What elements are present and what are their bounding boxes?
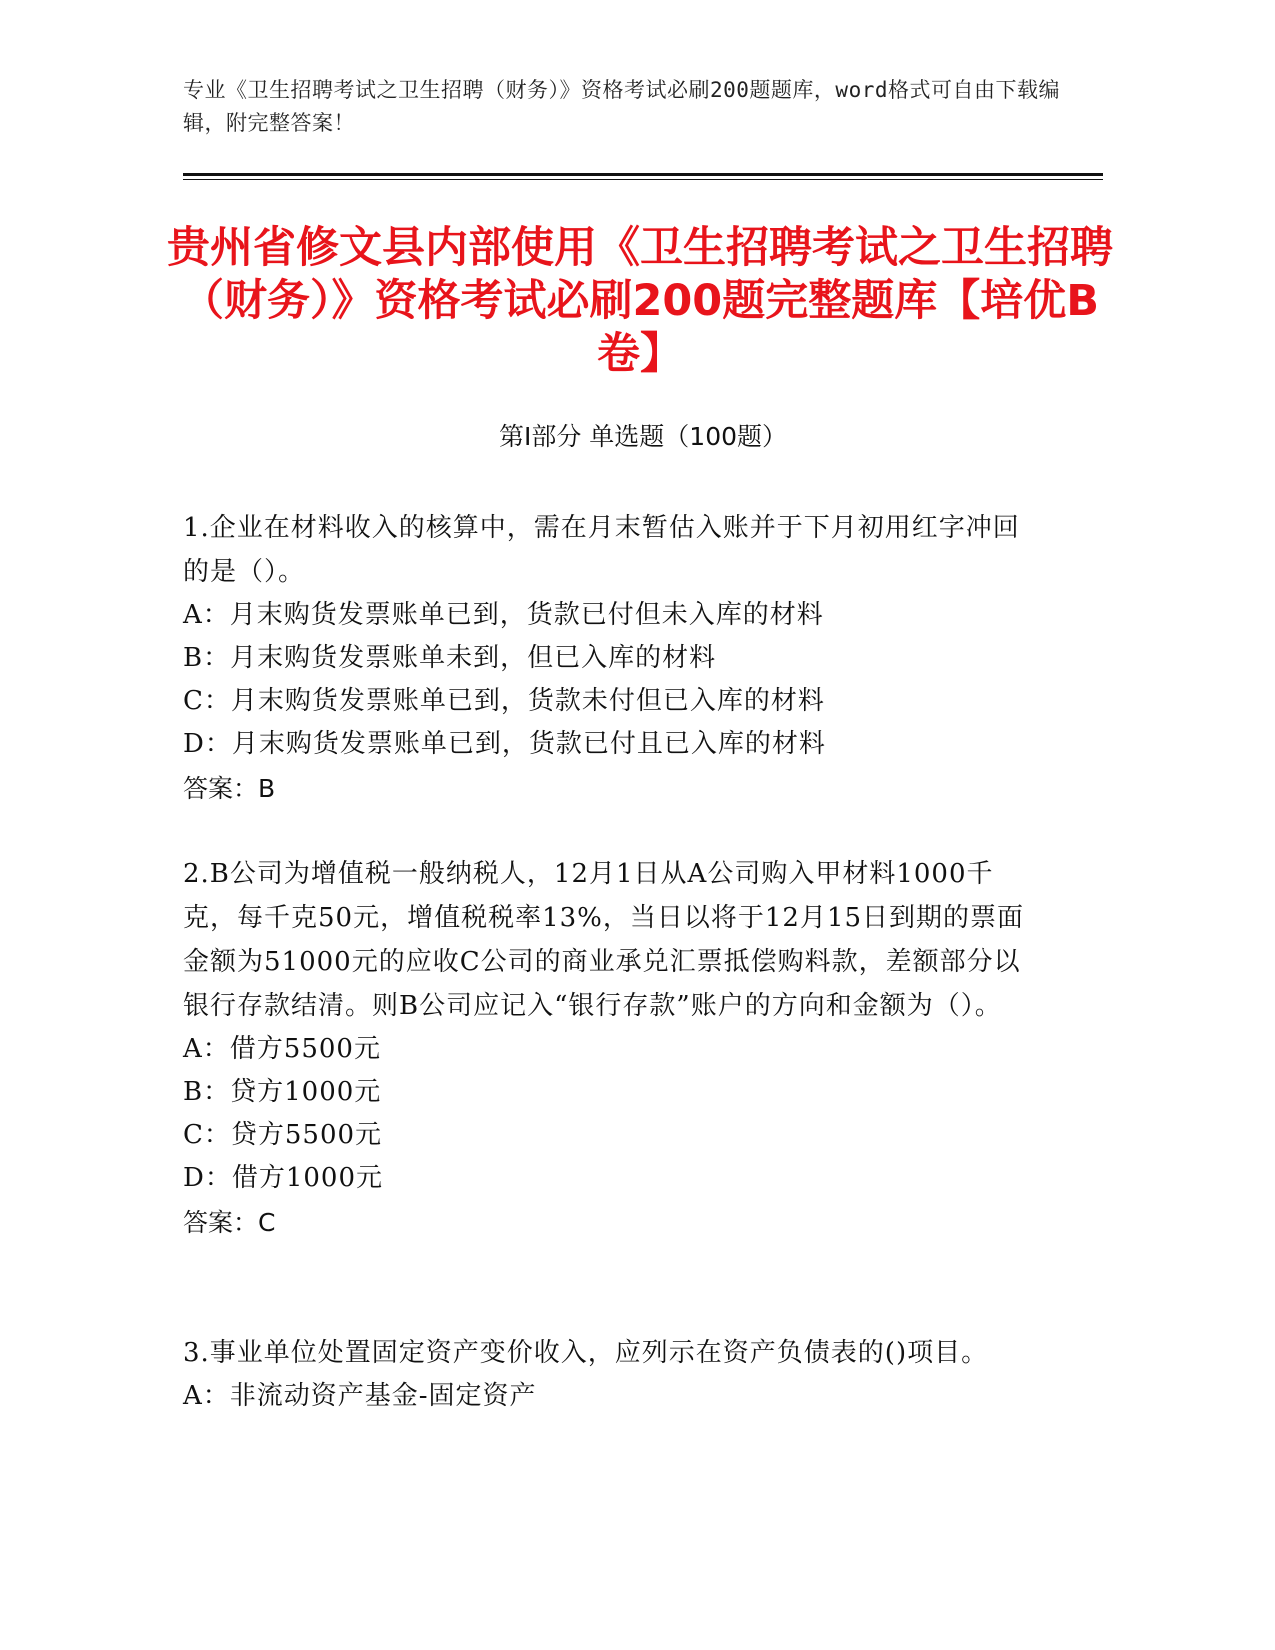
answer: 答案：B — [183, 774, 276, 803]
question-stem: 2.B公司为增值税一般纳税人，12月1日从A公司购入甲材料1000千克，每千克50元，增值税税率13%，当日以将于12月15日到期的票面金额为51000元的应收C公司的商业承兑汇票抵偿购料款，差额部分以银行存款结清。则B公司应记入“银行存款”账户的方向和金额为（）。 — [183, 859, 1025, 1021]
option-b: B：贷方1000元 — [183, 1077, 382, 1107]
option-d: D：月末购货发票账单已到，货款已付且已入库的材料 — [183, 729, 826, 759]
header-note: 专业《卫生招聘考试之卫生招聘（财务）》资格考试必刷200题题库，word格式可自由下载编辑，附完整答案！ — [183, 78, 1060, 135]
option-d: D：借方1000元 — [183, 1163, 384, 1193]
question-1 — [183, 506, 1033, 812]
document-title: 贵州省修文县内部使用《卫生招聘考试之卫生招聘（财务）》资格考试必刷200题完整题库【培优B卷】 — [167, 223, 1113, 379]
header-divider-thick — [183, 173, 1103, 176]
option-c: C：月末购货发票账单已到，货款未付但已入库的材料 — [183, 686, 825, 716]
question-stem: 1.企业在材料收入的核算中，需在月末暂估入账并于下月初用红字冲回的是（）。 — [183, 513, 1020, 587]
header-divider-thin — [183, 179, 1103, 180]
option-b: B：月末购货发票账单未到，但已入库的材料 — [183, 643, 717, 673]
section-title: 第I部分 单选题（100题） — [498, 422, 788, 451]
question-stem: 3.事业单位处置固定资产变价收入，应列示在资产负债表的()项目。 — [183, 1338, 989, 1368]
answer: 答案：C — [183, 1208, 276, 1237]
option-c: C：贷方5500元 — [183, 1120, 383, 1150]
option-a: A：非流动资产基金-固定资产 — [183, 1381, 537, 1411]
question-3 — [183, 1331, 1033, 1418]
question-2 — [183, 852, 1033, 1246]
option-a: A：月末购货发票账单已到，货款已付但未入库的材料 — [183, 600, 824, 630]
option-a: A：借方5500元 — [183, 1034, 381, 1064]
